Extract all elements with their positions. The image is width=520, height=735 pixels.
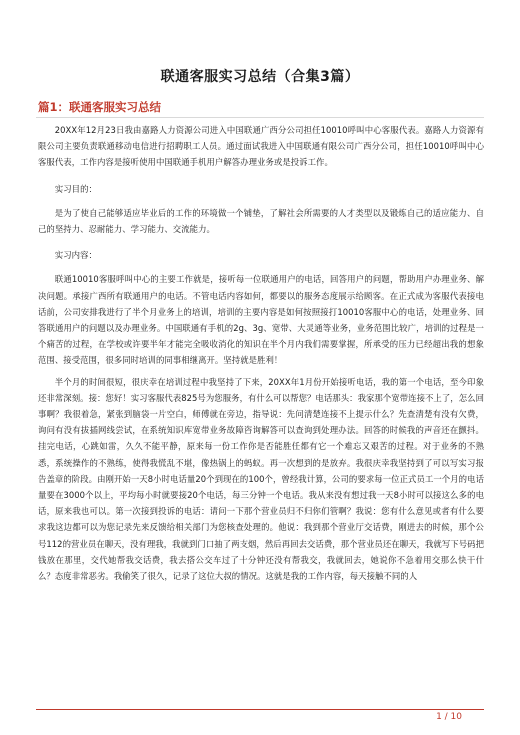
page-number: 1 / 10	[436, 712, 462, 722]
paragraph-experience: 半个月的时间很短，很庆幸在培训过程中我坚持了下来，20XX年1月份开始接听电话，我的第一个电话，至今印象还非常深刻。接：您好！实习客服代表825号为您服务，有什么可以帮您？电话那头：我家那个宽带连接不上了，怎么回事啊？我很着急，紧张到脑袋一片空白，师傅就在旁边，指导说：先问清楚连接不上提示什么？先查清楚有没有欠费，询问有没有拔插网线尝试，在系统知识库宽带业务故障咨询解答可以查询到处理办法。回答的时候我的声音还在颤抖。挂完电话，心跳如雷，久久不能平静，原来每一份工作你是否能胜任都有它一个难忘又艰苦的过程。对于业务的不熟悉，系统操作的不熟练，使得我慌乱不堪，像热锅上的蚂蚁。再一次想到的是放弃。我很庆幸我坚持到了可以写实习报告盖章的阶段。由刚开始一天8小时电话量20个到现在的100个，曾经我计算，公司的要求每一位正式员工一个月的电话量要在3000个以上，平均每小时就要接20个电话，每三分钟一个电话。我从来没有想过我一天8小时可以接这么多的电话，原来我也可以。第一次接到投诉的电话：请问一下那个营业员归不归你们管啊？我说：您有什么意见或者有什么要求我这边都可以为您记录先来反馈给相关部门为您核查处理的。他说：我到那个营业厅交话费，刚进去的时候，那个公号112的营业员在聊天，没有理我，我就到门口抽了两支烟，然后再回去交话费，那个营业员还在聊天，我就写下号码把钱放在那里，交代她帮我交话费，我去搭公交车过了十分钟还没有帮我交，我就回去，她说你不急着用交那么快干什么？态度非常恶劣。我偷笑了很久，记录了这位大叔的情况。这就是我的工作内容，每天接触不同的人	[38, 376, 484, 582]
label-internship-content: 实习内容：	[54, 250, 97, 261]
paragraph-intro: 20XX年12月23日我由嘉路人力资源公司进入中国联通广西分公司担任10010呼叫中心客服代表。嘉路人力资源有限公司主要负责联通移动电信进行招聘职工人员。通过面试我进入中国联通有限公司广西分公司，担任10010呼叫中心客服代表，工作内容是接听使用中国联通手机用户解答办理业务或是投诉工作。	[38, 125, 484, 168]
paragraph-content: 联通10010客服呼叫中心的主要工作就是，接听每一位联通用户的电话，回答用户的问题，帮助用户办理业务、解决问题。承接广西所有联通用户的电话。不管电话内容如何，都要以的服务态度展示给顾客。在正式成为客服代表接电话前，公司安排我进行了半个月业务上的培训，培训的主要内容是如何按照接打10010客服中心的电话，处理业务、回答联通用户的问题以及办理业务。中国联通有手机的2g、3g、宽带、大灵通等业务，业务范围比较广，培训的过程是一个痛苦的过程，在学校或许要半年才能完全吸收消化的知识在半个月内我们需要掌握，所承受的压力已经超出我的想象范围、接受范围，很多同时培训的同事相继离开。坚持就是胜利！	[38, 274, 484, 366]
heading-divider	[36, 117, 484, 118]
document-title: 联通客服实习总结（合集3篇）	[160, 69, 360, 85]
section-heading: 篇1：联通客服实习总结	[38, 100, 162, 114]
document-body	[38, 122, 484, 584]
paragraph-purpose: 是为了使自己能够适应毕业后的工作的环境做一个铺垫，了解社会所需要的人才类型以及锻炼自己的适应能力、自己的坚持力、忍耐能力、学习能力、交流能力。	[38, 207, 484, 235]
label-internship-purpose: 实习目的：	[54, 183, 97, 194]
footer-divider	[36, 709, 484, 710]
